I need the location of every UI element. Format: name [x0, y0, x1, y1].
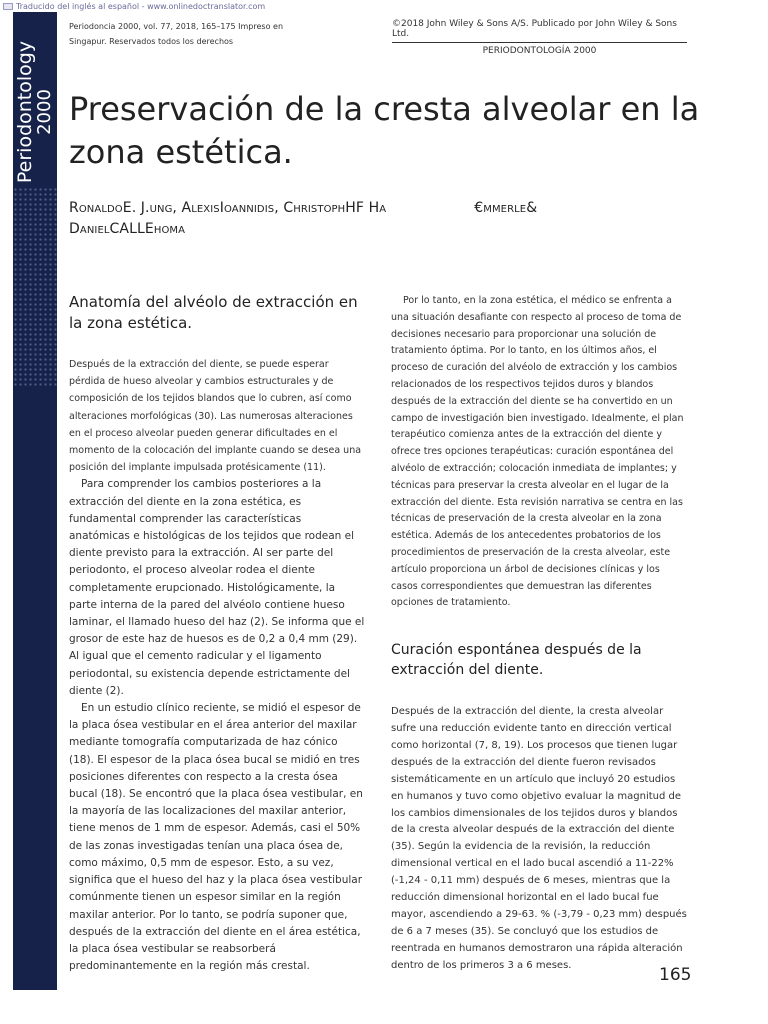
citation-info: Periodoncia 2000, vol. 77, 2018, 165–175 Impreso en Singapur. Reservados todos los derechos	[69, 22, 284, 46]
journal-name-line1: Periodontology	[14, 40, 36, 184]
journal-name-vertical	[16, 12, 54, 232]
journal-name-line2: 2000	[34, 89, 55, 135]
paragraph: Por lo tanto, en la zona estética, el médico se enfrenta a una situación desafiante con respecto al proceso de toma de decisiones necesario para proporcionar una solución de tratamiento óptima. Por lo tanto, en los últimos años, el proceso de curación del alvéolo de extracción y los cambios relacionados de los respectivos tejidos duros y blandos después de la extracción del diente se ha convertido en un campo de investigación bien investigado. Idealmente, el plan terapéutico comienza antes de la extracción del diente y ofrece tres opciones terapéuticas: curación espontánea del alvéolo de extracción; colocación inmediata de implantes; y técnicas para preservar la cresta alveolar en el lugar de la extracción del diente. Esta revisión narrativa se centra en las técnicas de preservación de la cresta alveolar en la zona estética. Además de los antecedentes probatorios de los procedimientos de preservación de la cresta alveolar, este artículo proporciona un árbol de decisiones clínicas y los casos correspondientes que demuestran las diferentes opciones de tratamiento.	[391, 295, 684, 609]
section-heading-healing: Curación espontánea después de la extracción del diente.	[391, 642, 642, 679]
article-title: Preservación de la cresta alveolar en la zona estética.	[69, 90, 700, 171]
authors-line2: DanielCALLEhoma	[69, 221, 186, 237]
paragraph: Para comprender los cambios posteriores a la extracción del diente en la zona estética, es fundamental comprender las características anatómicas e histológicas de los tejidos que rodean el diente previsto para la extracción. Al ser parte del periodonto, el proceso alveolar rodea el diente completamente erupcionado. Histológicamente, la parte interna de la pared del alvéolo contiene hueso laminar, el llamado hueso del haz (2). Se informa que el grosor de este haz de huesos es de 0,2 a 0,4 mm (29). Al igual que el cemento radicular y el ligamento periodontal, su existencia depende estrictamente del diente (2).	[69, 478, 365, 697]
authors-line1-a: RonaldoE. J.ung, AlexisIoannidis, ChristophHF Ha	[69, 200, 387, 216]
journal-sidebar	[13, 12, 57, 990]
translate-icon	[3, 3, 13, 10]
copyright-line: ©2018 John Wiley & Sons A/S. Publicado por John Wiley & Sons Ltd.	[392, 19, 677, 39]
section-heading-anatomy: Anatomía del alvéolo de extracción en la zona estética.	[69, 293, 358, 332]
author-list	[69, 198, 689, 240]
translator-banner[interactable]	[0, 0, 265, 12]
running-journal-title: PERIODONTOLOGÍA 2000	[482, 46, 597, 56]
header-rule	[392, 42, 687, 43]
page-number: 165	[659, 965, 692, 985]
right-column	[391, 293, 687, 975]
paragraph: Después de la extracción del diente, se puede esperar pérdida de hueso alveolar y cambios estructurales y de composición de los tejidos blandos que lo cubren, así como alteraciones morfológicas (30). Las numerosas alteraciones en el proceso alveolar pueden generar dificultades en el momento de la colocación del implante cuando se desea una posición del implante impulsada protésicamente (11).	[69, 359, 362, 474]
authors-line1-b: €mmerle&	[474, 200, 538, 216]
translator-banner-text[interactable]: Traducido del inglés al español - www.onlinedoctranslator.com	[16, 1, 266, 11]
header-right	[392, 19, 687, 56]
left-column	[69, 292, 365, 975]
paragraph: En un estudio clínico reciente, se midió el espesor de la placa ósea vestibular en el área anterior del maxilar mediante tomografía computarizada de haz cónico (18). El espesor de la placa ósea bucal se midió en tres posiciones diferentes con respecto a la cresta ósea bucal (18). Se encontró que la placa ósea vestibular, en la mayoría de las localizaciones del maxilar anterior, tiene menos de 1 mm de espesor. Además, casi el 50% de las zonas investigadas tenían una placa ósea de, como máximo, 0,5 mm de espesor. Esto, a su vez, significa que el hueso del haz y la placa ósea vestibular comúnmente tienen un espesor similar en la región maxilar anterior. Por lo tanto, se podría suponer que, después de la extracción del diente en el área estética, la placa ósea vestibular se reabsorberá predominantemente en la región más crestal.	[69, 702, 363, 973]
paragraph: Después de la extracción del diente, la cresta alveolar sufre una reducción evidente tanto en dirección vertical como horizontal (7, 8, 19). Los procesos que tienen lugar después de la extracción del diente fueron revisados sistemáticamente en un artículo que incluyó 20 estudios en humanos y tuvo como objetivo evaluar la magnitud de los cambios dimensionales de los tejidos duros y blandos de la cresta alveolar después de la extracción del diente (35). Según la evidencia de la revisión, la reducción dimensional vertical en el lado bucal ascendió a 11-22% (-1,24 - 0,11 mm) después de 6 meses, mientras que la reducción dimensional horizontal en el lado bucal fue mayor, ascendiendo a 29-63. % (-3,79 - 0,23 mm) después de 6 a 7 meses (35). Se concluyó que los estudios de reentrada en humanos demostraron una rápida alteración dentro de los primeros 3 a 6 meses.	[391, 706, 687, 971]
